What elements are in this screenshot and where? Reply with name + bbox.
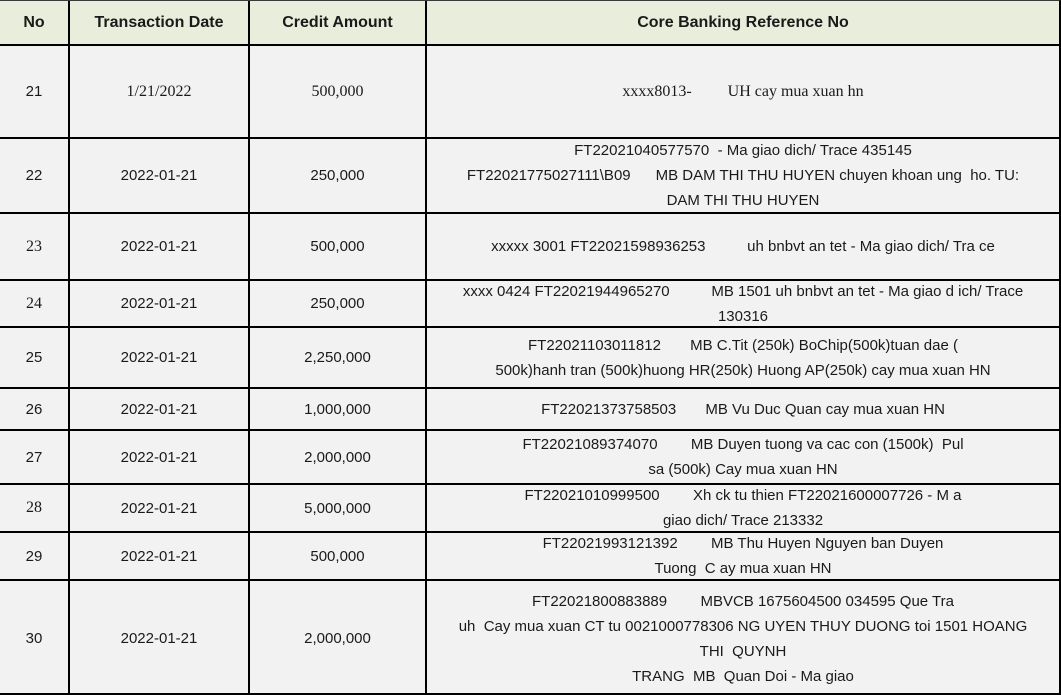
transaction-date-cell: 1/21/2022 <box>70 46 250 137</box>
reference-line: FT22021373758503 MB Vu Duc Quan cay mua xuan HN <box>541 400 945 418</box>
reference-line: 500k)hanh tran (500k)huong HR(250k) Huong AP(250k) cay mua xuan HN <box>495 361 991 379</box>
credit-amount-cell: 1,000,000 <box>250 389 427 429</box>
table-row <box>0 44 1059 137</box>
header-cell-credit-amount: Credit Amount <box>250 1 427 44</box>
reference-line: giao dich/ Trace 213332 <box>662 512 824 529</box>
row-number-cell: 30 <box>0 581 70 695</box>
reference-line: sa (500k) Cay mua xuan HN <box>648 461 838 478</box>
credit-amount-cell: 2,250,000 <box>250 328 427 387</box>
transaction-date-cell: 2022-01-21 <box>70 328 250 387</box>
reference-line: FT22021089374070 MB Duyen tuong va cac con (1500k) Pul <box>522 436 964 453</box>
table-row <box>0 387 1059 429</box>
credit-amount-cell: 5,000,000 <box>250 485 427 531</box>
transaction-date-cell: 2022-01-21 <box>70 281 250 326</box>
table-body <box>0 44 1059 695</box>
reference-cell <box>427 328 1059 387</box>
row-number-cell: 28 <box>0 485 70 531</box>
table-row <box>0 137 1059 212</box>
credit-amount-cell: 2,000,000 <box>250 431 427 483</box>
reference-line: Tuong C ay mua xuan HN <box>654 560 832 577</box>
reference-line: xxxx8013- UH cay mua xuan hn <box>622 83 864 100</box>
credit-amount-cell: 500,000 <box>250 214 427 279</box>
row-number-cell: 26 <box>0 389 70 429</box>
transaction-date-cell: 2022-01-21 <box>70 533 250 579</box>
reference-line: FT22021800883889 MBVCB 1675604500 034595 Que Tra <box>532 592 954 610</box>
transaction-date-cell: 2022-01-21 <box>70 214 250 279</box>
reference-cell <box>427 485 1059 531</box>
credit-amount-cell: 250,000 <box>250 139 427 212</box>
transaction-date-cell: 2022-01-21 <box>70 139 250 212</box>
reference-line: xxxxx 3001 FT22021598936253 uh bnbvt an tet - Ma giao dich/ Tra ce <box>491 238 995 255</box>
table-row <box>0 279 1059 326</box>
row-number-cell: 21 <box>0 46 70 137</box>
reference-line: uh Cay mua xuan CT tu 0021000778306 NG UYEN THUY DUONG toi 1501 HOANG <box>458 617 1028 635</box>
transaction-date-cell: 2022-01-21 <box>70 431 250 483</box>
row-number-cell: 25 <box>0 328 70 387</box>
reference-cell <box>427 533 1059 579</box>
table-row <box>0 326 1059 387</box>
table-row <box>0 531 1059 579</box>
table-row <box>0 483 1059 531</box>
row-number-cell: 27 <box>0 431 70 483</box>
credit-amount-cell: 2,000,000 <box>250 581 427 695</box>
table-row <box>0 429 1059 483</box>
credit-amount-cell: 500,000 <box>250 533 427 579</box>
reference-line: FT22021040577570 - Ma giao dich/ Trace 435145 <box>574 142 912 159</box>
reference-cell <box>427 281 1059 326</box>
reference-cell <box>427 389 1059 429</box>
credit-amount-cell: 250,000 <box>250 281 427 326</box>
reference-line: 130316 <box>717 307 769 325</box>
reference-line: THI QUYNH <box>699 642 787 660</box>
reference-line: FT22021103011812 MB C.Tit (250k) BoChip(500k)tuan dae ( <box>528 336 958 354</box>
reference-line: FT22021010999500 Xh ck tu thien FT22021600007726 - M a <box>524 487 962 504</box>
reference-line: FT22021775027111\B09 MB DAM THI THU HUYEN chuyen khoan ung ho. TU: <box>466 167 1020 184</box>
reference-cell <box>427 46 1059 137</box>
reference-cell <box>427 214 1059 279</box>
transaction-date-cell: 2022-01-21 <box>70 581 250 695</box>
row-number-cell: 22 <box>0 139 70 212</box>
row-number-cell: 29 <box>0 533 70 579</box>
reference-line: DAM THI THU HUYEN <box>666 192 820 209</box>
table-row <box>0 579 1059 695</box>
row-number-cell: 23 <box>0 214 70 279</box>
reference-line: TRANG MB Quan Doi - Ma giao <box>632 667 854 685</box>
header-cell-no: No <box>0 1 70 44</box>
reference-line: FT22021993121392 MB Thu Huyen Nguyen ban Duyen <box>542 535 944 552</box>
transaction-date-cell: 2022-01-21 <box>70 389 250 429</box>
table-row <box>0 212 1059 279</box>
reference-cell <box>427 431 1059 483</box>
reference-line: xxxx 0424 FT22021944965270 MB 1501 uh bnbvt an tet - Ma giao d ich/ Trace <box>462 282 1024 300</box>
reference-cell <box>427 581 1059 695</box>
header-cell-core-banking-reference-no: Core Banking Reference No <box>637 13 849 31</box>
transaction-date-cell: 2022-01-21 <box>70 485 250 531</box>
credit-amount-cell: 500,000 <box>250 46 427 137</box>
table-header <box>0 1 1059 44</box>
reference-cell <box>427 139 1059 212</box>
header-cell-transaction-date: Transaction Date <box>70 1 250 44</box>
row-number-cell: 24 <box>0 281 70 326</box>
